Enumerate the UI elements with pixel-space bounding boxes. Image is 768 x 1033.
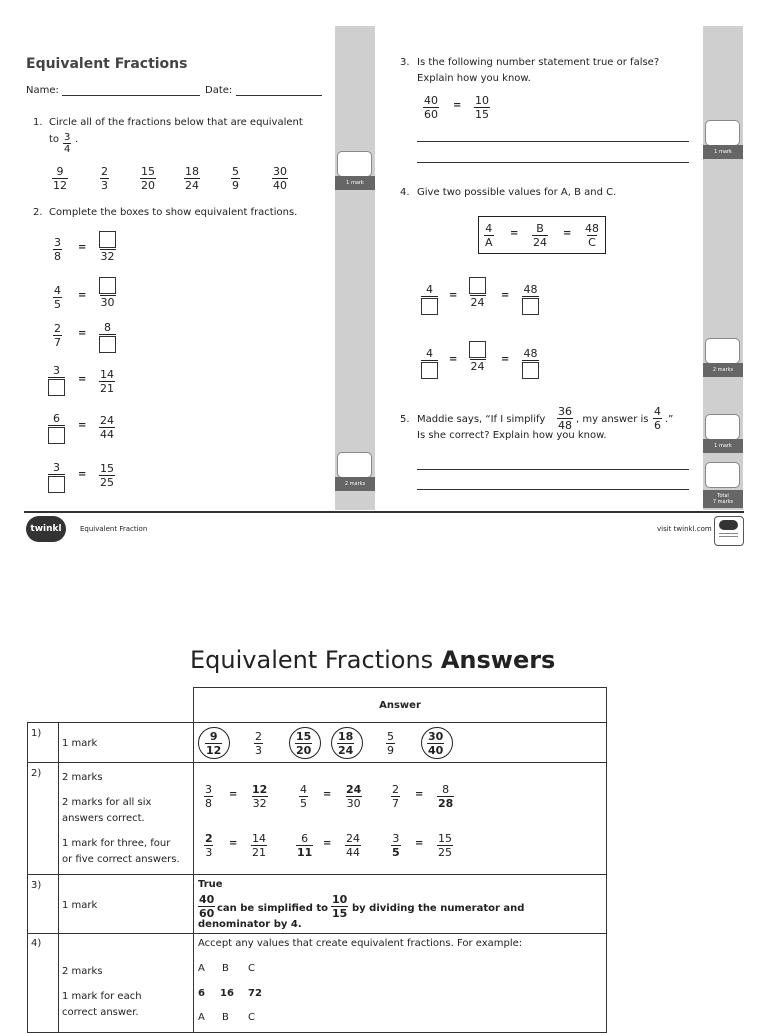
q5-text-c: .” <box>665 414 674 425</box>
q1-period: . <box>75 134 79 145</box>
q4-statement-fraction: $\frac{B}{24}$ <box>533 222 547 249</box>
q2-number: 2. <box>33 207 43 218</box>
answer-box[interactable] <box>469 341 486 358</box>
answer-fraction: $\frac{14}{21}$ <box>252 832 266 859</box>
q2-row-left-fraction: $\frac{2}{7}$ <box>54 322 61 349</box>
q2-mark-box[interactable] <box>337 452 372 478</box>
answer-box[interactable] <box>99 336 116 353</box>
answer-fraction: $\frac{4}{5}$ <box>300 783 307 810</box>
q2-row-right-fraction: 30 <box>99 276 116 309</box>
q4-answer-fraction: 48 <box>522 347 539 383</box>
q4-answer-fraction: 4 <box>421 347 438 383</box>
q3-number: 3. <box>400 57 410 68</box>
footer-rule <box>24 511 744 513</box>
q1-mark-box[interactable] <box>337 151 372 177</box>
q1-target-fraction: $\frac{3}{4}$ <box>64 132 71 155</box>
q3-mark-box[interactable] <box>705 120 740 146</box>
q2-row-right-fraction: $\frac{24}{44}$ <box>100 414 114 441</box>
q3-text: Is the following number statement true or false? <box>417 57 660 68</box>
equals-sign: = <box>229 838 238 849</box>
q3-text2: Explain how you know. <box>417 73 531 84</box>
answer-fraction: $\frac{2}{3}$ <box>255 730 262 757</box>
q1-option[interactable]: $\frac{18}{24}$ <box>185 165 199 192</box>
marks-cell <box>58 933 194 1033</box>
answer-explanation: by dividing the numerator and <box>352 903 525 914</box>
q3-answer-line[interactable] <box>417 141 689 142</box>
q5-mark-box[interactable] <box>705 414 740 440</box>
answer-header-c: C <box>248 963 255 974</box>
q5-text-a: Maddie says, “If I simplify <box>417 414 546 425</box>
answer-fraction: $\frac{3}{5}$ <box>392 832 400 859</box>
answer-fraction: $\frac{3}{8}$ <box>205 783 212 810</box>
q3-left-fraction: $\frac{40}{60}$ <box>424 94 438 121</box>
q3-answer-line[interactable] <box>417 162 689 163</box>
q1-text: Circle all of the fractions below that are equivalent <box>49 117 303 128</box>
equals-sign: = <box>510 228 519 239</box>
equals-sign: = <box>563 228 572 239</box>
equals-sign: = <box>449 290 458 301</box>
row-number: 2) <box>31 768 42 779</box>
answer-verdict: True <box>198 879 223 890</box>
equals-sign: = <box>415 838 424 849</box>
total-mark-box[interactable] <box>705 462 740 488</box>
q2-row-right-fraction: $\frac{14}{21}$ <box>100 368 114 395</box>
answer-fraction: $\frac{24}{44}$ <box>346 832 360 859</box>
equals-sign: = <box>323 789 332 800</box>
equals-sign: = <box>449 354 458 365</box>
q1-option[interactable]: $\frac{30}{40}$ <box>273 165 287 192</box>
row-note: correct answer. <box>62 1007 139 1018</box>
answer-fraction: $\frac{2}{7}$ <box>392 783 399 810</box>
q2-row-left-fraction: 6 <box>48 412 65 448</box>
q4-statement-fraction: $\frac{4}{A}$ <box>485 222 493 249</box>
answer-header-a: A <box>198 963 205 974</box>
q4-answer-fraction: 24 <box>469 276 486 309</box>
answer-value-c: 72 <box>248 988 262 999</box>
equals-sign: = <box>501 290 510 301</box>
date-label: Date: <box>205 85 233 96</box>
equals-sign: = <box>78 242 87 253</box>
row-number: 4) <box>31 938 42 949</box>
q4-mark-box[interactable] <box>705 338 740 364</box>
answer-box[interactable] <box>421 362 438 379</box>
row-note: or five correct answers. <box>62 854 180 865</box>
answer-box[interactable] <box>48 379 65 396</box>
answer-box[interactable] <box>99 277 116 294</box>
row-note: 1 mark for three, four <box>62 838 171 849</box>
row-marks: 1 mark <box>62 900 98 911</box>
q1-option[interactable]: $\frac{2}{3}$ <box>101 165 108 192</box>
q5-answer-line[interactable] <box>417 489 689 490</box>
quality-badge-icon <box>714 516 744 546</box>
equals-sign: = <box>78 469 87 480</box>
name-label: Name: <box>26 85 59 96</box>
answer-box[interactable] <box>522 298 539 315</box>
q5-answer-line[interactable] <box>417 469 689 470</box>
footer-label: Equivalent Fraction <box>80 525 148 533</box>
answer-explanation: Accept any values that create equivalent fractions. For example: <box>198 938 523 949</box>
q2-row-left-fraction: $\frac{3}{8}$ <box>54 236 61 263</box>
q4-answer-fraction: 24 <box>469 340 486 373</box>
answer-value-b: 16 <box>220 988 234 999</box>
q5-fraction-b: $\frac{4}{6}$ <box>654 405 661 432</box>
q4-mark-label: 2 marks <box>703 363 743 377</box>
equals-sign: = <box>78 328 87 339</box>
q4-text: Give two possible values for A, B and C. <box>417 187 617 198</box>
answer-explanation: can be simplified to <box>217 903 328 914</box>
answer-explanation: denominator by 4. <box>198 919 302 930</box>
equals-sign: = <box>501 354 510 365</box>
answer-fraction: $\frac{15}{20}$ <box>296 730 312 757</box>
equals-sign: = <box>323 838 332 849</box>
answer-fraction: $\frac{18}{24}$ <box>338 730 354 757</box>
q4-answer-fraction: 48 <box>522 283 539 319</box>
answer-box[interactable] <box>469 277 486 294</box>
q2-text: Complete the boxes to show equivalent fractions. <box>49 207 298 218</box>
q1-option[interactable]: $\frac{5}{9}$ <box>232 165 239 192</box>
q2-row-left-fraction: 3 <box>48 461 65 497</box>
row-marks: 2 marks <box>62 966 103 977</box>
equals-sign: = <box>415 789 424 800</box>
equals-sign: = <box>78 374 87 385</box>
answer-header-b: B <box>222 1012 229 1023</box>
q1-number: 1. <box>33 117 43 128</box>
date-line[interactable] <box>236 95 322 96</box>
row-note: 2 marks for all six <box>62 797 152 808</box>
equals-sign: = <box>78 420 87 431</box>
left-marks-sidebar <box>335 26 375 510</box>
answer-box[interactable] <box>522 362 539 379</box>
q1-option[interactable]: $\frac{9}{12}$ <box>53 165 67 192</box>
row-number: 1) <box>31 728 42 739</box>
row-note: answers correct. <box>62 813 145 824</box>
equals-sign: = <box>453 100 462 111</box>
q4-number: 4. <box>400 187 410 198</box>
worksheet-title: Equivalent Fractions <box>26 56 188 72</box>
answer-header-b: B <box>222 963 229 974</box>
answer-fraction: $\frac{40}{60}$ <box>199 893 215 920</box>
answer-fraction: $\frac{5}{9}$ <box>387 730 394 757</box>
q1-text-to: to <box>49 134 60 145</box>
answer-fraction: $\frac{8}{28}$ <box>438 783 454 810</box>
answers-title: Equivalent Fractions Answers <box>190 646 556 674</box>
row-marks: 2 marks <box>62 772 103 783</box>
row-marks: 1 mark <box>62 738 98 749</box>
answer-box[interactable] <box>421 298 438 315</box>
q2-row-left-fraction: 3 <box>48 364 65 400</box>
answer-fraction: $\frac{12}{32}$ <box>252 783 268 810</box>
footer-site[interactable]: visit twinkl.com <box>657 525 712 533</box>
q2-row-right-fraction: 32 <box>99 230 116 263</box>
answer-fraction: $\frac{9}{12}$ <box>206 730 222 757</box>
q2-row-left-fraction: $\frac{4}{5}$ <box>54 284 61 311</box>
q3-mark-label: 1 mark <box>703 145 743 159</box>
answer-fraction: $\frac{30}{40}$ <box>428 730 444 757</box>
q3-right-fraction: $\frac{10}{15}$ <box>475 94 489 121</box>
q4-answer-fraction: 4 <box>421 283 438 319</box>
answer-header-c: C <box>248 1012 255 1023</box>
answer-box[interactable] <box>48 476 65 493</box>
twinkl-logo: twinkl <box>26 516 66 542</box>
q5-text-b: , my answer is <box>576 414 649 425</box>
answer-header-cell: Answer <box>193 687 607 723</box>
row-note: 1 mark for each <box>62 991 142 1002</box>
q5-fraction-a: $\frac{36}{48}$ <box>558 405 572 432</box>
q5-number: 5. <box>400 414 410 425</box>
row-number: 3) <box>31 880 42 891</box>
q1-mark-label: 1 mark <box>335 176 375 190</box>
q5-text2: Is she correct? Explain how you know. <box>417 430 607 441</box>
answer-box[interactable] <box>48 427 65 444</box>
answer-fraction: $\frac{24}{30}$ <box>346 783 362 810</box>
equals-sign: = <box>229 789 238 800</box>
answer-box[interactable] <box>99 231 116 248</box>
equals-sign: = <box>78 290 87 301</box>
total-mark-label: Total 7 marks <box>703 490 743 508</box>
q2-row-right-fraction: $\frac{15}{25}$ <box>100 462 114 489</box>
name-line[interactable] <box>62 95 200 96</box>
q2-row-right-fraction: 8 <box>99 321 116 357</box>
q5-mark-label: 1 mark <box>703 439 743 453</box>
q1-option[interactable]: $\frac{15}{20}$ <box>141 165 155 192</box>
answer-fraction: $\frac{10}{15}$ <box>332 893 348 920</box>
answer-header-a: A <box>198 1012 205 1023</box>
answer-fraction: $\frac{6}{11}$ <box>297 832 313 859</box>
answer-value-a: 6 <box>198 988 205 999</box>
q2-mark-label: 2 marks <box>335 477 375 491</box>
answer-fraction: $\frac{2}{3}$ <box>205 832 213 859</box>
q4-statement-fraction: $\frac{48}{C}$ <box>585 222 599 249</box>
answer-fraction: $\frac{15}{25}$ <box>438 832 452 859</box>
